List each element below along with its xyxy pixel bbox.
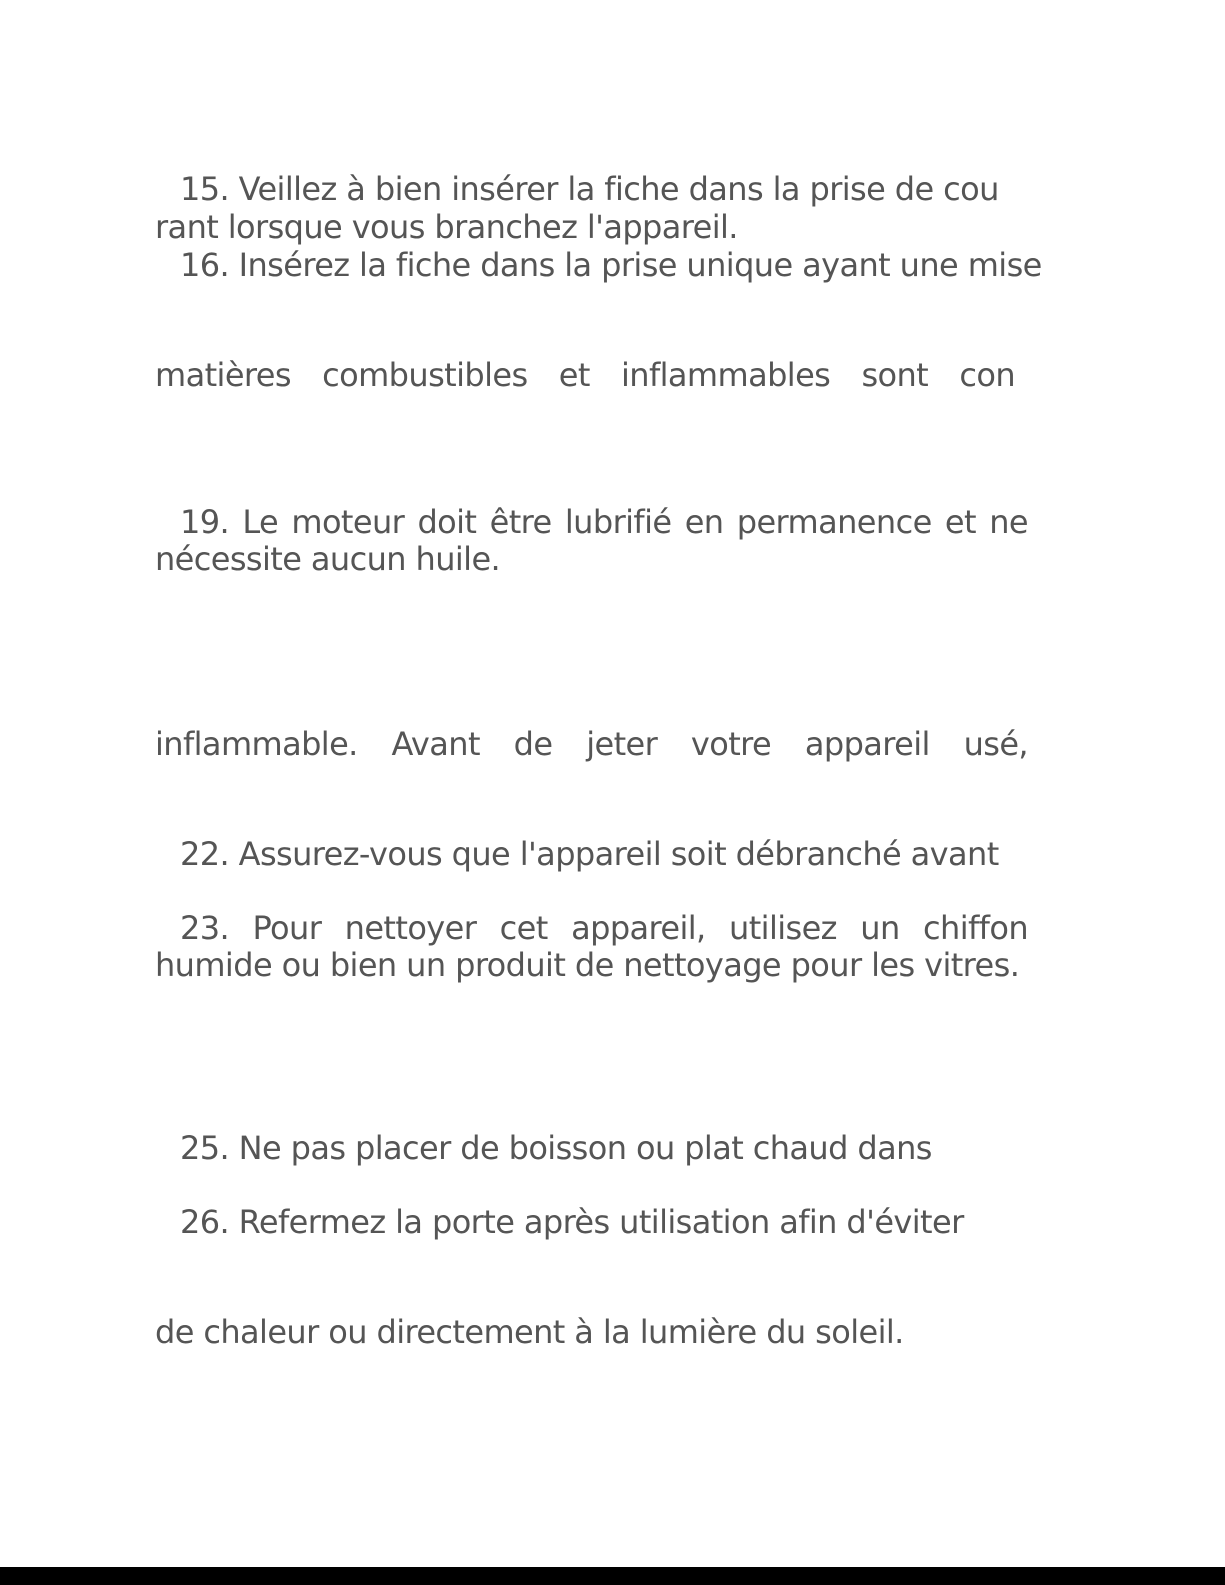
text-line-combustibles: matières combustibles et inflammables sont con [155, 356, 1015, 394]
text-line-item-22: 22. Assurez-vous que l'appareil soit débranché avant [180, 835, 999, 873]
text-line-item-16: 16. Insérez la fiche dans la prise unique ayant une mise [180, 246, 1042, 284]
text-line-item-26: 26. Refermez la porte après utilisation afin d'éviter [180, 1203, 964, 1241]
text-line-item-23: 23. Pour nettoyer cet appareil, utilisez un chiffon [180, 909, 1028, 947]
text-line-inflammable: inflammable. Avant de jeter votre appareil usé, [155, 725, 1028, 763]
text-line-soleil: de chaleur ou directement à la lumière du soleil. [155, 1313, 904, 1351]
text-line-item-15: 15. Veillez à bien insérer la fiche dans la prise de cou [180, 170, 999, 208]
text-line-item-15-cont: rant lorsque vous branchez l'appareil. [155, 208, 738, 246]
text-line-item-19: 19. Le moteur doit être lubrifié en permanence et ne [180, 503, 1028, 541]
bottom-border [0, 1567, 1225, 1585]
text-line-item-19-cont: nécessite aucun huile. [155, 540, 501, 578]
text-line-item-23-cont: humide ou bien un produit de nettoyage pour les vitres. [155, 946, 1020, 984]
text-line-item-25: 25. Ne pas placer de boisson ou plat chaud dans [180, 1129, 932, 1167]
